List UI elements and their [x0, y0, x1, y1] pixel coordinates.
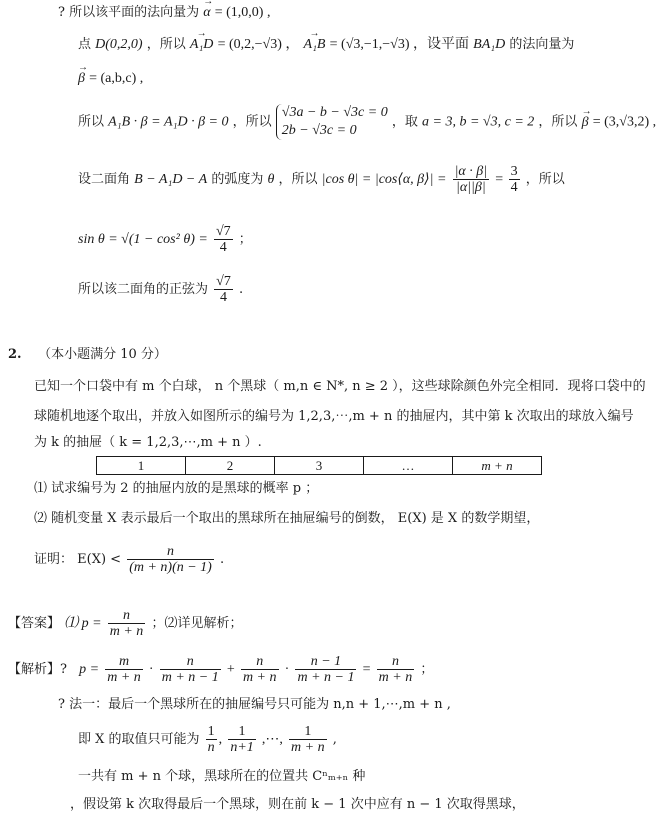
- operator: +: [226, 662, 235, 677]
- line-sin: [78, 222, 252, 258]
- math-values: a = 3, b = √3, c = 2: [422, 114, 535, 130]
- table-row: [97, 457, 542, 475]
- analysis-label: 【解析】?: [8, 662, 67, 677]
- denominator: m + n: [109, 624, 144, 639]
- denominator: |α||β|: [455, 180, 486, 195]
- denominator: m + n: [291, 740, 325, 755]
- text: ；: [238, 232, 252, 247]
- vector-a1b: → A₁B: [304, 36, 326, 54]
- equals: =: [495, 172, 507, 187]
- analysis-line: [8, 652, 433, 688]
- ellipsis: ,⋯,: [261, 732, 283, 747]
- drawer-table: [96, 456, 542, 475]
- text: ，所以: [278, 172, 318, 187]
- fraction-term-3: [241, 654, 279, 685]
- math-value: = (0,2,−√3) ，: [217, 37, 300, 52]
- line-normal-vector: [58, 4, 270, 22]
- numerator: n: [160, 654, 221, 670]
- denominator: m + n − 1: [297, 670, 355, 685]
- question-text-3: 为 k 的抽屉（ k = 1,2,3,⋯,m + n ）.: [34, 435, 262, 450]
- numerator: √7: [216, 274, 231, 289]
- method-1-line-1: ? 法一：最后一个黑球所在的抽屉编号只可能为 n,n + 1,⋯,m + n ,: [58, 697, 451, 712]
- math-p: ⑴ p =: [64, 616, 102, 631]
- text: 的弧度为: [211, 172, 264, 187]
- method-1-line-3: 一共有 m + n 个球，黑球所在的位置共 Cⁿₘ₊ₙ 种: [78, 769, 366, 784]
- text: ，所以: [232, 114, 272, 130]
- line-dihedral-cos: [78, 162, 565, 198]
- fraction-term-4: [295, 654, 356, 685]
- operator: ·: [284, 662, 290, 677]
- fraction-term-5: [377, 654, 415, 685]
- text: 所以该二面角的正弦为: [78, 282, 209, 297]
- math-dot-product: A₁B · β = A₁D · β = 0: [108, 114, 229, 130]
- numerator: 1: [207, 724, 215, 739]
- denominator: n+1: [230, 740, 254, 755]
- denominator: m + n: [242, 670, 277, 685]
- denominator: m + n: [378, 670, 413, 685]
- text: 证明： E(X) <: [34, 552, 122, 567]
- fraction-1-n1: [228, 724, 255, 755]
- line-point-d: [78, 36, 574, 54]
- fraction-3-4: [509, 164, 520, 195]
- vector-beta: → β: [582, 105, 589, 141]
- fraction-1-n: [206, 724, 217, 755]
- answer-line: [8, 606, 242, 642]
- numerator: 3: [510, 164, 518, 179]
- line-system: [78, 104, 656, 141]
- fraction-1-mn: [289, 724, 327, 755]
- equation-system: [276, 104, 388, 140]
- text: ，所以: [525, 172, 565, 187]
- fraction-sqrt7-4: [214, 274, 233, 305]
- text: ，取: [391, 114, 418, 130]
- proof-statement: [34, 542, 224, 578]
- text: 的法向量为: [509, 37, 575, 52]
- fraction-term-2: [160, 654, 221, 685]
- math-value: = (1,0,0) ,: [214, 5, 271, 20]
- text: ；⑵详见解析；: [151, 616, 243, 631]
- text: 点: [78, 37, 92, 52]
- text: ，所以: [146, 37, 186, 52]
- subquestion-1: ⑴ 试求编号为 2 的抽屉内放的是黑球的概率 p ；: [34, 481, 319, 496]
- numerator: n: [377, 654, 415, 670]
- math-value: = (3,√3,2) ,: [592, 114, 656, 130]
- math-plane: BA₁D: [473, 37, 506, 52]
- text: 设二面角: [78, 172, 131, 187]
- fraction-proof: [127, 544, 214, 575]
- drawer-cell: 3: [275, 457, 364, 475]
- vector-alpha: → α: [203, 4, 210, 22]
- math-theta: θ: [267, 172, 275, 187]
- denominator: 4: [219, 240, 227, 255]
- question-heading: [8, 346, 167, 364]
- method-1-line-4: ，假设第 k 次取得最后一个黑球，则在前 k − 1 次中应有 n − 1 次取得黑球，: [70, 797, 525, 812]
- fraction-answer: [108, 608, 146, 639]
- text: 即 X 的取值只可能为: [78, 732, 200, 747]
- text: .: [238, 282, 244, 297]
- operator: =: [362, 662, 371, 677]
- numerator: n: [127, 544, 214, 560]
- fraction-term-1: [105, 654, 143, 685]
- numerator: √7: [215, 224, 231, 239]
- math-p: p =: [79, 662, 100, 677]
- denominator: m + n − 1: [161, 670, 219, 685]
- text: ? 所以该平面的法向量为: [58, 5, 200, 20]
- math-angle: B − A₁D − A: [134, 172, 208, 187]
- numerator: 1: [228, 724, 255, 740]
- numerator: n: [108, 608, 146, 624]
- denominator: m + n: [107, 670, 141, 685]
- numerator: n − 1: [295, 654, 356, 670]
- text: ；: [420, 662, 434, 677]
- operator: ·: [148, 662, 154, 677]
- drawer-cell: 1: [97, 457, 186, 475]
- denominator: 4: [220, 290, 227, 305]
- vector-a1d: → A₁D: [190, 36, 214, 54]
- numerator: n: [241, 654, 279, 670]
- equation-2: 2b − √3c = 0: [281, 123, 357, 138]
- numerator: |α · β|: [454, 164, 488, 179]
- answer-label: 【答案】: [8, 616, 61, 631]
- numerator: 1: [289, 724, 327, 740]
- math-value: = (√3,−1,−√3) ，设平面: [329, 37, 470, 52]
- question-text-2: 球随机地逐个取出，并放入如图所示的编号为 1,2,3,⋯,m + n 的抽屉内，其中第 k 次取出的球放入编号: [34, 409, 634, 424]
- drawer-cell: m + n: [453, 457, 542, 475]
- drawer-cell: 2: [186, 457, 275, 475]
- method-1-line-2: 即 X 的取值只可能为 $\frac{1}{n}$ , $\frac{1}{n+1}$ ,⋯, $\frac{1}{m + n}$ ,: [78, 724, 337, 755]
- line-conclusion: [78, 272, 243, 308]
- subquestion-2: ⑵ 随机变量 X 表示最后一个取出的黑球所在抽屉编号的倒数， E(X) 是 X 的数学期望，: [34, 511, 540, 526]
- question-number: 2.: [8, 347, 22, 362]
- denominator: 4: [510, 180, 518, 195]
- text: 所以: [78, 114, 105, 130]
- fraction-sqrt7-4: [214, 224, 233, 255]
- text: ,: [332, 732, 337, 747]
- math-point: D(0,2,0): [95, 37, 143, 52]
- text: ，所以: [538, 114, 578, 130]
- question-score: （本小题满分 10 分）: [38, 347, 167, 362]
- drawer-cell: …: [364, 457, 453, 475]
- denominator: n: [207, 740, 215, 755]
- math-cos-expr: |cos θ| = |cos⟨α, β⟩| =: [321, 172, 447, 187]
- question-text-1: 已知一个口袋中有 m 个白球， n 个黑球（ m,n ∈ N*, n ≥ 2 ），这些球除颜色外完全相同．现将口袋中的: [34, 379, 646, 394]
- text: .: [219, 552, 225, 567]
- fraction-cos: [453, 164, 490, 195]
- denominator: (m + n)(n − 1): [129, 560, 212, 575]
- vector-beta: → β: [78, 70, 85, 88]
- equation-1: √3a − b − √3c = 0: [281, 105, 388, 120]
- math-value: = (a,b,c) ,: [89, 71, 144, 86]
- numerator: m: [105, 654, 143, 670]
- line-beta-def: [78, 70, 143, 88]
- math-sin-expr: sin θ = √(1 − cos² θ) =: [78, 232, 208, 247]
